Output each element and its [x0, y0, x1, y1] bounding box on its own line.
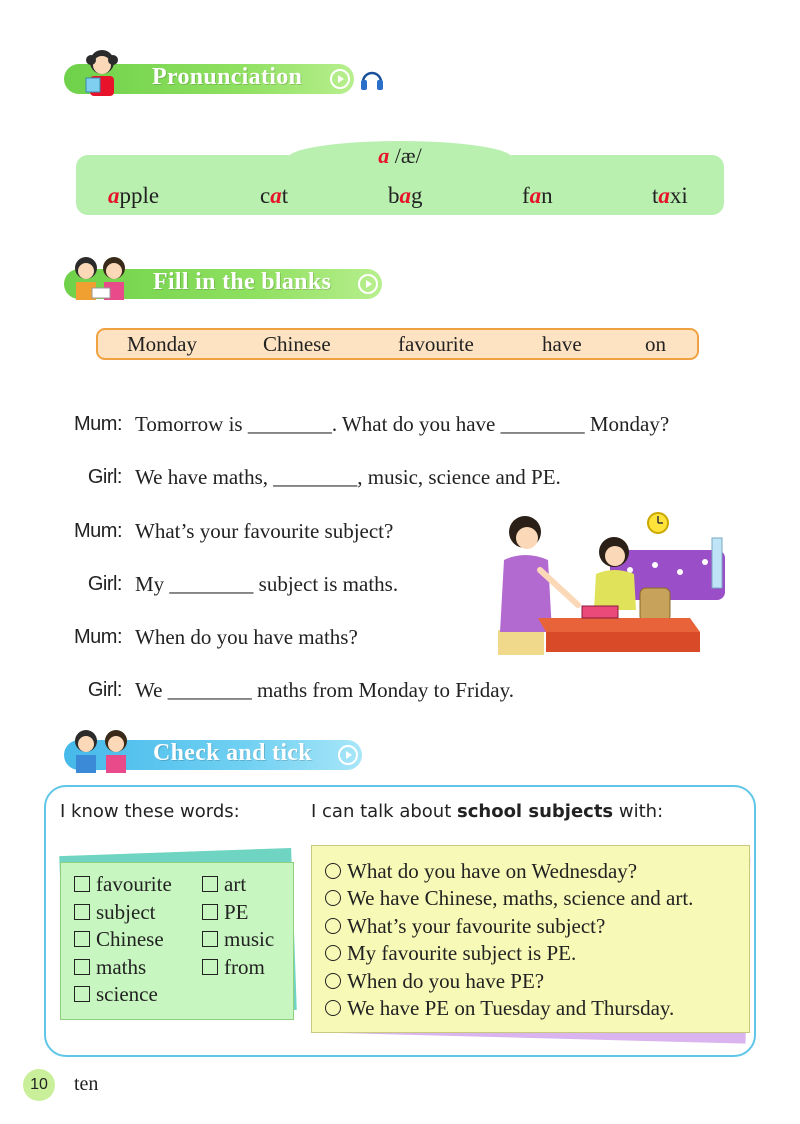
- word-apple: apple: [108, 183, 160, 208]
- speaker-label: Girl:: [87, 573, 122, 595]
- word-fan: fan: [522, 183, 553, 208]
- word-checkbox[interactable]: music: [202, 927, 274, 952]
- bank-word-favourite: favourite: [398, 332, 474, 356]
- word-checkbox[interactable]: maths: [74, 955, 146, 980]
- talk-about-label: I can talk about school subjects with:: [311, 801, 664, 822]
- phoneme-letter: a: [378, 143, 390, 168]
- phoneme-symbol: /æ/: [394, 143, 422, 168]
- bank-word-monday: Monday: [127, 332, 197, 356]
- two-kids-waving-icon: [66, 728, 136, 774]
- bank-word-chinese: Chinese: [263, 332, 331, 356]
- speaker-label: Girl:: [87, 466, 122, 488]
- word-checkbox[interactable]: from: [202, 955, 265, 980]
- dialogue-line: When do you have maths?: [135, 625, 358, 649]
- headphones-icon[interactable]: [359, 66, 385, 92]
- sentence-radio[interactable]: We have Chinese, maths, science and art.: [325, 886, 693, 911]
- fill-arrow-icon[interactable]: [358, 274, 378, 294]
- sentence-radio[interactable]: My favourite subject is PE.: [325, 941, 576, 966]
- fill-title: Fill in the blanks: [153, 269, 332, 295]
- word-taxi: taxi: [652, 183, 688, 208]
- sentence-radio[interactable]: We have PE on Tuesday and Thursday.: [325, 996, 674, 1021]
- dialogue-line: My ________ subject is maths.: [135, 572, 399, 596]
- word-checkbox[interactable]: art: [202, 872, 246, 897]
- phoneme-heading: [288, 143, 512, 169]
- sentence-radio[interactable]: When do you have PE?: [325, 969, 544, 994]
- dialogue-line: We ________ maths from Monday to Friday.: [135, 678, 514, 702]
- word-checkbox[interactable]: Chinese: [74, 927, 164, 952]
- pronunciation-title: Pronunciation: [152, 64, 303, 90]
- bank-word-on: on: [645, 332, 666, 356]
- speaker-label: Girl:: [87, 679, 122, 701]
- word-checkbox[interactable]: science: [74, 982, 158, 1007]
- pronunciation-arrow-icon[interactable]: [330, 69, 350, 89]
- bank-word-have: have: [542, 332, 582, 356]
- dialogue-line: Tomorrow is ________. What do you have ________ Monday?: [135, 412, 670, 436]
- girl-reading-icon: [80, 46, 124, 98]
- speaker-label: Mum:: [74, 520, 122, 542]
- dialogue-line: What’s your favourite subject?: [135, 519, 394, 543]
- word-cat: cat: [260, 183, 289, 208]
- sentence-radio[interactable]: What’s your favourite subject?: [325, 914, 605, 939]
- word-bag: bag: [388, 183, 423, 208]
- speaker-label: Mum:: [74, 626, 122, 648]
- mum-and-girl-illustration: [490, 510, 730, 655]
- check-title: Check and tick: [153, 740, 312, 766]
- sentence-radio[interactable]: What do you have on Wednesday?: [325, 859, 637, 884]
- check-arrow-icon[interactable]: [338, 745, 358, 765]
- word-checkbox[interactable]: subject: [74, 900, 155, 925]
- know-words-label: I know these words:: [60, 801, 240, 822]
- speaker-label: Mum:: [74, 413, 122, 435]
- page-number-word: ten: [74, 1073, 99, 1095]
- word-checkbox[interactable]: PE: [202, 900, 249, 925]
- two-kids-writing-icon: [66, 254, 136, 302]
- page-number: 10: [23, 1069, 55, 1101]
- dialogue-line: We have maths, ________, music, science and PE.: [135, 465, 561, 489]
- word-checkbox[interactable]: favourite: [74, 872, 172, 897]
